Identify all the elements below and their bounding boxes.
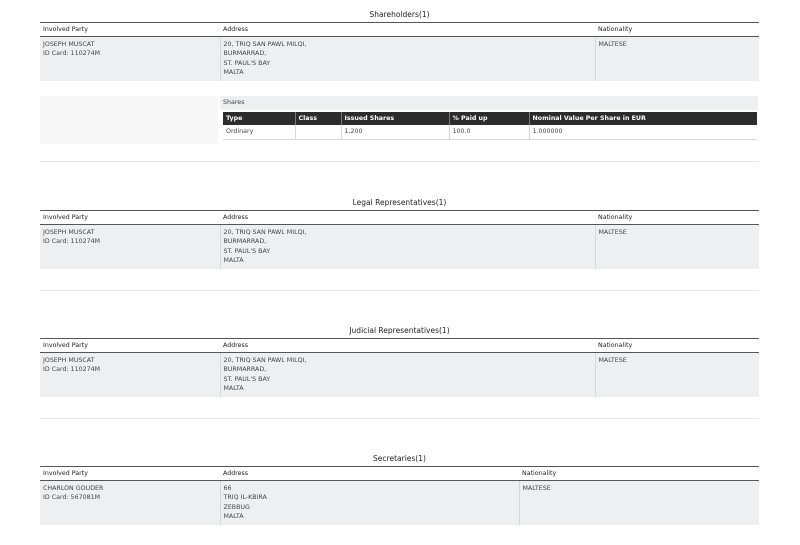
- nationality-cell: MALTESE: [595, 225, 759, 269]
- address-line: 66: [223, 485, 232, 492]
- table-header-row: [40, 467, 759, 481]
- column-header-address: Address: [220, 467, 519, 481]
- address-cell: [220, 37, 595, 81]
- column-header-address: Address: [220, 211, 595, 225]
- secretaries-section: [40, 452, 759, 525]
- party-name: JOSEPH MUSCAT: [43, 229, 95, 236]
- address-line: ST. PAUL'S BAY: [223, 375, 271, 383]
- party-id: ID Card: 110274M: [43, 366, 101, 374]
- shares-header-issued: Issued Shares: [341, 112, 449, 125]
- party-cell: [40, 353, 220, 397]
- section-title: Judicial Representatives(1): [349, 326, 450, 335]
- address-line: MALTA: [223, 257, 244, 265]
- shares-header-row: [223, 112, 757, 125]
- address-line: 20, TRIQ SAN PAWL MILQI,: [223, 229, 307, 236]
- section-title: Secretaries(1): [373, 454, 426, 463]
- table-header-row: [40, 339, 759, 353]
- column-header-nationality: Nationality: [595, 23, 759, 37]
- divider: [40, 418, 759, 419]
- party-name: CHARLON GOUDER: [43, 485, 104, 492]
- shareholders-section: [40, 8, 759, 81]
- shares-type: Ordinary: [223, 125, 295, 140]
- address-line: 20, TRIQ SAN PAWL MILQI,: [223, 357, 307, 364]
- judicial-representatives-table: [40, 338, 759, 397]
- party-cell: [40, 37, 220, 81]
- shares-header-nominal: Nominal Value Per Share in EUR: [529, 112, 757, 125]
- shares-issued: 1,200: [341, 125, 449, 140]
- address-line: BURMARRAD,: [223, 366, 267, 374]
- address-line: TRIQ IL-KBIRA: [223, 494, 267, 502]
- nationality-cell: MALTESE: [595, 37, 759, 81]
- shares-header-type: Type: [223, 112, 295, 125]
- table-row: [40, 353, 759, 397]
- party-cell: [40, 481, 220, 525]
- party-id: ID Card: 110274M: [43, 50, 101, 58]
- shares-row: [223, 125, 757, 140]
- table-row: [40, 37, 759, 81]
- party-id: ID Card: 110274M: [43, 238, 101, 246]
- column-header-address: Address: [220, 23, 595, 37]
- column-header-nationality: Nationality: [595, 339, 759, 353]
- shares-header-class: Class: [295, 112, 341, 125]
- address-line: ST. PAUL'S BAY: [223, 247, 271, 255]
- column-header-party: Involved Party: [40, 467, 220, 481]
- party-name: JOSEPH MUSCAT: [43, 41, 95, 48]
- divider: [40, 290, 759, 291]
- address-line: ZEBBUG: [223, 503, 250, 511]
- table-row: [40, 225, 759, 269]
- address-cell: [220, 353, 595, 397]
- secretaries-table: [40, 466, 759, 525]
- address-line: ST. PAUL'S BAY: [223, 59, 271, 67]
- column-header-party: Involved Party: [40, 211, 220, 225]
- column-header-party: Involved Party: [40, 339, 220, 353]
- address-cell: [220, 225, 595, 269]
- shares-paid: 100.0: [449, 125, 529, 140]
- table-header-row: [40, 211, 759, 225]
- party-id: ID Card: 567081M: [43, 494, 101, 502]
- address-line: MALTA: [223, 69, 244, 77]
- section-title: Shareholders(1): [369, 10, 430, 19]
- nationality-cell: MALTESE: [519, 481, 759, 525]
- divider: [40, 161, 759, 162]
- table-row: [40, 481, 759, 525]
- address-line: MALTA: [223, 385, 244, 393]
- address-line: MALTA: [223, 513, 244, 521]
- shares-spacer: [40, 96, 218, 144]
- nationality-cell: MALTESE: [595, 353, 759, 397]
- party-name: JOSEPH MUSCAT: [43, 357, 95, 364]
- legal-representatives-table: [40, 210, 759, 269]
- legal-representatives-section: [40, 196, 759, 269]
- shares-class: [295, 125, 341, 140]
- column-header-nationality: Nationality: [519, 467, 759, 481]
- judicial-representatives-section: [40, 324, 759, 397]
- section-title: Legal Representatives(1): [352, 198, 447, 207]
- column-header-address: Address: [220, 339, 595, 353]
- column-header-nationality: Nationality: [595, 211, 759, 225]
- shares-block: [40, 96, 759, 146]
- address-line: BURMARRAD,: [223, 238, 267, 246]
- shareholders-table: [40, 22, 759, 81]
- table-header-row: [40, 23, 759, 37]
- shares-nominal: 1.000000: [529, 125, 757, 140]
- address-line: BURMARRAD,: [223, 50, 267, 58]
- column-header-party: Involved Party: [40, 23, 220, 37]
- shares-header-paid: % Paid up: [449, 112, 529, 125]
- shares-table: [223, 112, 757, 140]
- address-cell: [220, 481, 519, 525]
- address-line: 20, TRIQ SAN PAWL MILQI,: [223, 41, 307, 48]
- party-cell: [40, 225, 220, 269]
- shares-label: Shares: [220, 96, 758, 110]
